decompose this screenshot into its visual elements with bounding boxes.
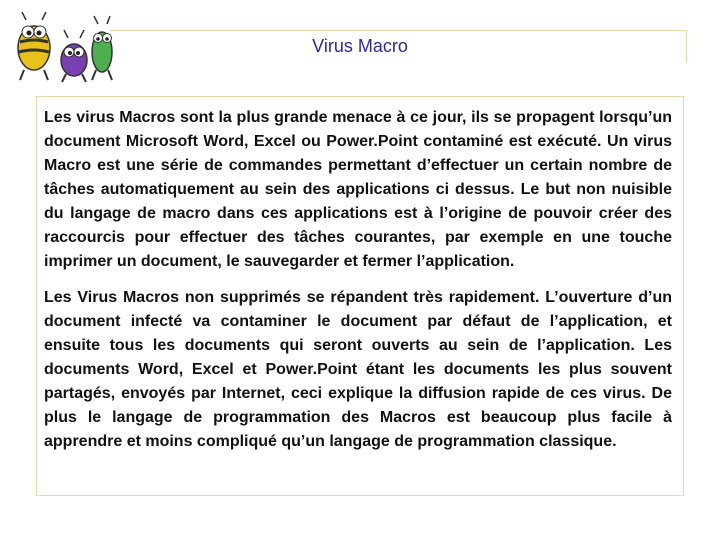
slide-content (44, 106, 672, 466)
paragraph-2: Les Virus Macros non supprimés se répandent très rapidement. L’ouverture d’un document infecté va contaminer le document par défaut de l’application, et ensuite tous les documents qui seront ouverts au sein de l’application. Les documents Word, Excel et Power.Point étant les documents les plus souvent partagés, envoyés par Internet, ceci explique la diffusion rapide de ces virus. De plus le langage de programmation des Macros est beaucoup plus facile à apprendre et moins compliqué qu’un langage de programmation classique. (44, 289, 672, 450)
bug-characters-icon (6, 8, 116, 88)
slide-title: Virus Macro (312, 36, 408, 56)
paragraph-1: Les virus Macros sont la plus grande menace à ce jour, ils se propagent lorsqu’un document Microsoft Word, Excel ou Power.Point contaminé est exécuté. Un virus Macro est une série de commandes permettant d’effectuer un certain nombre de tâches automatiquement au sein des applications ci dessus. Le but non nuisible du langage de macro dans ces applications est à l’origine de pouvoir créer des raccourcis pour effectuer des tâches courantes, par exemple en une touche imprimer un document, le sauvegarder et fermer l’application. (44, 109, 672, 270)
